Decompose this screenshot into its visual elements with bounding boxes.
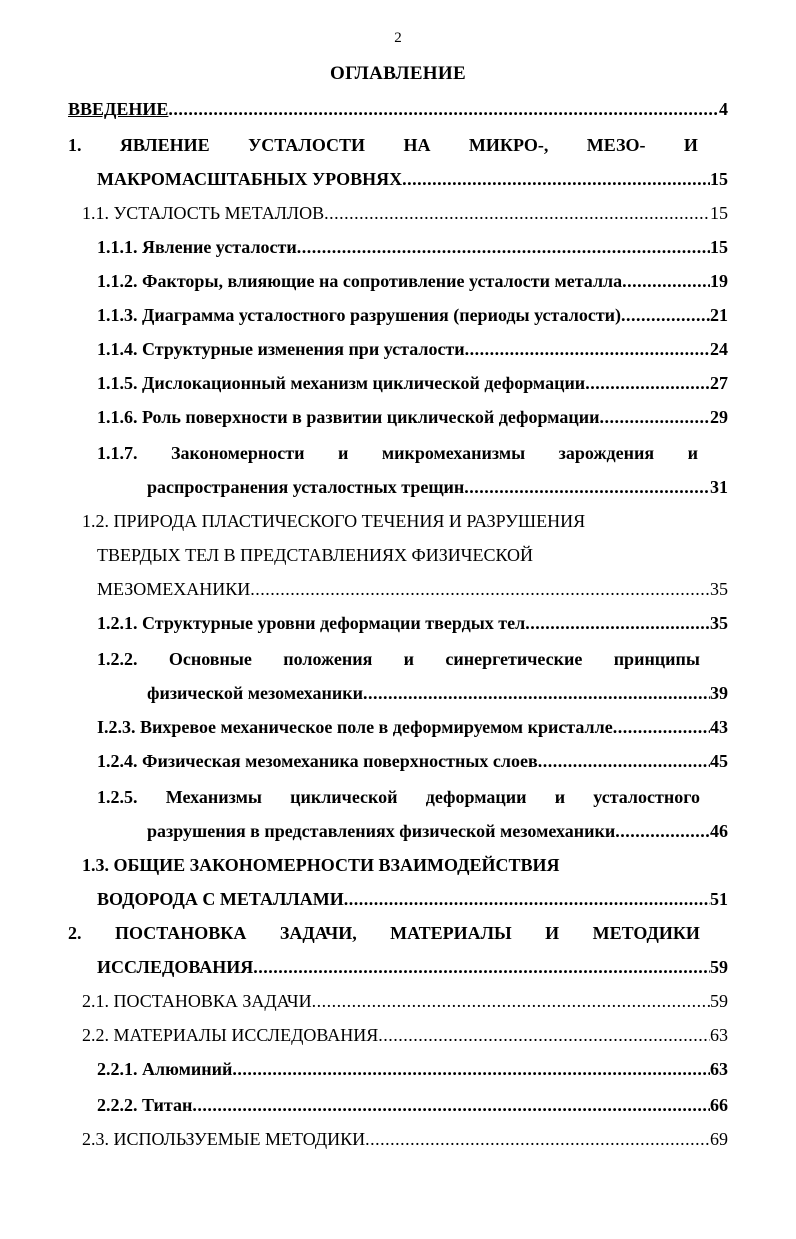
toc-entry-chapter-1[interactable] xyxy=(68,128,698,162)
toc-word: Закономерности xyxy=(170,443,305,463)
dot-leader xyxy=(297,230,710,264)
dot-leader xyxy=(365,1122,710,1156)
toc-entry-page: 27 xyxy=(710,373,728,393)
toc-entry-title: 1.1.6. Роль поверхности в развитии циклической деформации xyxy=(97,407,600,427)
toc-entry-1-2-2[interactable] xyxy=(97,642,700,676)
dot-leader xyxy=(168,92,719,126)
toc-entry-title: ВВЕДЕНИЕ xyxy=(68,99,169,119)
toc-entry-title: распространения усталостных трещин xyxy=(147,477,465,497)
toc-entry-title: физической мезомеханики xyxy=(147,683,363,703)
toc-entry-title: 2.3. ИСПОЛЬЗУЕМЫЕ МЕТОДИКИ xyxy=(82,1129,366,1149)
toc-heading: ОГЛАВЛЕНИЕ xyxy=(330,63,466,84)
toc-word: Механизмы xyxy=(165,787,262,807)
toc-entry-1-2-3[interactable] xyxy=(97,710,728,744)
toc-entry-page: 4 xyxy=(719,99,728,119)
dot-leader xyxy=(250,572,710,606)
toc-entry-1-1[interactable] xyxy=(82,196,728,230)
toc-entry-1-3-line-2[interactable] xyxy=(97,882,728,916)
toc-entry-chapter-2[interactable] xyxy=(68,916,700,950)
dot-leader xyxy=(538,744,710,778)
toc-word: и xyxy=(554,787,566,807)
toc-entry-title: I.2.3. Вихревое механическое поле в деформируемом кристалле xyxy=(97,717,613,737)
dot-leader xyxy=(615,814,710,848)
toc-entry-page: 29 xyxy=(710,407,728,427)
toc-word: положения xyxy=(283,649,373,669)
toc-entry-title: 2.2. МАТЕРИАЛЫ ИССЛЕДОВАНИЯ xyxy=(82,1025,379,1045)
toc-entry-title: ТВЕРДЫХ ТЕЛ В ПРЕДСТАВЛЕНИЯХ ФИЗИЧЕСКОЙ xyxy=(97,545,533,565)
toc-entry-1-2-5-cont[interactable] xyxy=(147,814,728,848)
toc-word: циклической xyxy=(290,787,398,807)
dot-leader xyxy=(402,162,710,196)
toc-word: И xyxy=(545,923,560,943)
toc-word: 1. xyxy=(68,135,82,155)
toc-entry-title: 1.1.5. Дислокационный механизм циклической деформации xyxy=(97,373,586,393)
toc-entry-1-2-1[interactable] xyxy=(97,606,728,640)
dot-leader xyxy=(621,298,710,332)
toc-word: деформации xyxy=(425,787,527,807)
toc-entry-title: ИССЛЕДОВАНИЯ xyxy=(97,957,254,977)
dot-leader xyxy=(613,710,710,744)
toc-entry-title: 2.2.2. Титан xyxy=(97,1095,193,1115)
toc-entry-title: 2.1. ПОСТАНОВКА ЗАДАЧИ xyxy=(82,991,312,1011)
toc-entry-1-1-1[interactable] xyxy=(97,230,728,264)
toc-entry-1-2-line-1[interactable] xyxy=(82,504,585,538)
toc-entry-page: 63 xyxy=(710,1059,728,1079)
toc-word: и xyxy=(337,443,349,463)
toc-word: зарождения xyxy=(558,443,655,463)
toc-entry-1-1-4[interactable] xyxy=(97,332,728,366)
toc-word: Основные xyxy=(168,649,252,669)
toc-entry-page: 63 xyxy=(710,1025,728,1045)
toc-entry-title: 1.1.3. Диаграмма усталостного разрушения (периоды усталости) xyxy=(97,305,622,325)
toc-entry-1-2-line-3[interactable] xyxy=(97,572,728,606)
dot-leader xyxy=(324,196,710,230)
toc-entry-1-3-line-1[interactable] xyxy=(82,848,560,882)
toc-entry-1-1-6[interactable] xyxy=(97,400,728,434)
dot-leader xyxy=(622,264,710,298)
toc-entry-1-1-7[interactable] xyxy=(97,436,698,470)
dot-leader xyxy=(312,984,710,1018)
toc-entry-2-2[interactable] xyxy=(82,1018,728,1052)
toc-entry-page: 66 xyxy=(710,1095,728,1115)
dot-leader xyxy=(344,882,710,916)
toc-entry-title: 1.2. ПРИРОДА ПЛАСТИЧЕСКОГО ТЕЧЕНИЯ И РАЗРУШЕНИЯ xyxy=(82,511,586,531)
toc-word: микромеханизмы xyxy=(381,443,526,463)
toc-entry-page: 19 xyxy=(710,271,728,291)
dot-leader xyxy=(232,1052,710,1086)
toc-entry-page: 51 xyxy=(710,889,728,909)
toc-entry-2-1[interactable] xyxy=(82,984,728,1018)
toc-word: принципы xyxy=(613,649,700,669)
toc-entry-page: 59 xyxy=(710,957,728,977)
toc-entry-2-3[interactable] xyxy=(82,1122,728,1156)
toc-entry-title: 1.1.2. Факторы, влияющие на сопротивление усталости металла xyxy=(97,271,623,291)
toc-word: 2. xyxy=(68,923,82,943)
toc-word: МИКРО-, xyxy=(468,135,549,155)
dot-leader xyxy=(465,332,710,366)
toc-entry-1-1-3[interactable] xyxy=(97,298,728,332)
dot-leader xyxy=(599,400,710,434)
toc-entry-page: 43 xyxy=(710,717,728,737)
dot-leader xyxy=(525,606,710,640)
toc-entry-title: 1.1. УСТАЛОСТЬ МЕТАЛЛОВ xyxy=(82,203,325,223)
toc-entry-chapter-2-cont[interactable] xyxy=(97,950,728,984)
toc-entry-1-2-5[interactable] xyxy=(97,780,700,814)
toc-word: НА xyxy=(403,135,431,155)
toc-word: МЕТОДИКИ xyxy=(592,923,700,943)
toc-entry-title: 2.2.1. Алюминий xyxy=(97,1059,233,1079)
toc-entry-1-2-2-cont[interactable] xyxy=(147,676,728,710)
dot-leader xyxy=(253,950,710,984)
toc-word: УСТАЛОСТИ xyxy=(248,135,366,155)
toc-entry-title: 1.1.1. Явление усталости xyxy=(97,237,297,257)
dot-leader xyxy=(192,1088,710,1122)
toc-entry-page: 15 xyxy=(710,203,728,223)
toc-entry-title: разрушения в представлениях физической мезомеханики xyxy=(147,821,616,841)
toc-entry-title: 1.3. ОБЩИЕ ЗАКОНОМЕРНОСТИ ВЗАИМОДЕЙСТВИЯ xyxy=(82,855,560,875)
toc-word: ЯВЛЕНИЕ xyxy=(119,135,210,155)
toc-entry-page: 46 xyxy=(710,821,728,841)
toc-entry-1-2-line-2[interactable] xyxy=(97,538,533,572)
toc-word: и xyxy=(403,649,415,669)
toc-entry-2-2-2[interactable] xyxy=(97,1088,728,1122)
toc-entry-1-2-4[interactable] xyxy=(97,744,728,778)
toc-entry-title: 1.1.4. Структурные изменения при усталости xyxy=(97,339,465,359)
toc-word: усталостного xyxy=(593,787,700,807)
toc-entry-1-1-5[interactable] xyxy=(97,366,728,400)
dot-leader xyxy=(585,366,710,400)
toc-word: МЕЗО- xyxy=(586,135,646,155)
toc-word: 1.2.2. xyxy=(97,649,138,669)
toc-word: ПОСТАНОВКА xyxy=(114,923,247,943)
toc-word: 1.1.7. xyxy=(97,443,138,463)
toc-entry-page: 45 xyxy=(710,751,728,771)
toc-entry-chapter-1-cont[interactable] xyxy=(97,162,728,196)
toc-entry-page: 59 xyxy=(710,991,728,1011)
toc-entry-page: 35 xyxy=(710,579,728,599)
page-number: 2 xyxy=(394,30,402,46)
toc-entry-page: 15 xyxy=(710,237,728,257)
toc-entry-title: 1.2.4. Физическая мезомеханика поверхностных слоев xyxy=(97,751,538,771)
toc-word: синергетические xyxy=(445,649,583,669)
toc-entry-page: 35 xyxy=(710,613,728,633)
toc-word: МАТЕРИАЛЫ xyxy=(390,923,512,943)
dot-leader xyxy=(464,470,710,504)
toc-entry-title: МЕЗОМЕХАНИКИ xyxy=(97,579,251,599)
toc-entry-page: 24 xyxy=(710,339,728,359)
toc-entry-2-2-1[interactable] xyxy=(97,1052,728,1086)
toc-entry-1-1-7-cont[interactable] xyxy=(147,470,728,504)
toc-entry-title: ВОДОРОДА С МЕТАЛЛАМИ xyxy=(97,889,344,909)
dot-leader xyxy=(378,1018,710,1052)
toc-word: и xyxy=(687,443,698,463)
toc-entry-title: 1.2.1. Структурные уровни деформации твердых тел xyxy=(97,613,526,633)
toc-entry-page: 21 xyxy=(710,305,728,325)
dot-leader xyxy=(363,676,710,710)
toc-word: ЗАДАЧИ, xyxy=(279,923,357,943)
toc-entry-page: 15 xyxy=(710,169,728,189)
toc-entry-page: 31 xyxy=(710,477,728,497)
toc-word: 1.2.5. xyxy=(97,787,138,807)
toc-entry-page: 69 xyxy=(710,1129,728,1149)
toc-entry-page: 39 xyxy=(710,683,728,703)
toc-entry-title: МАКРОМАСШТАБНЫХ УРОВНЯХ xyxy=(97,169,403,189)
toc-entry-1-1-2[interactable] xyxy=(97,264,728,298)
toc-entry-intro[interactable] xyxy=(68,92,728,126)
toc-word: И xyxy=(683,135,698,155)
